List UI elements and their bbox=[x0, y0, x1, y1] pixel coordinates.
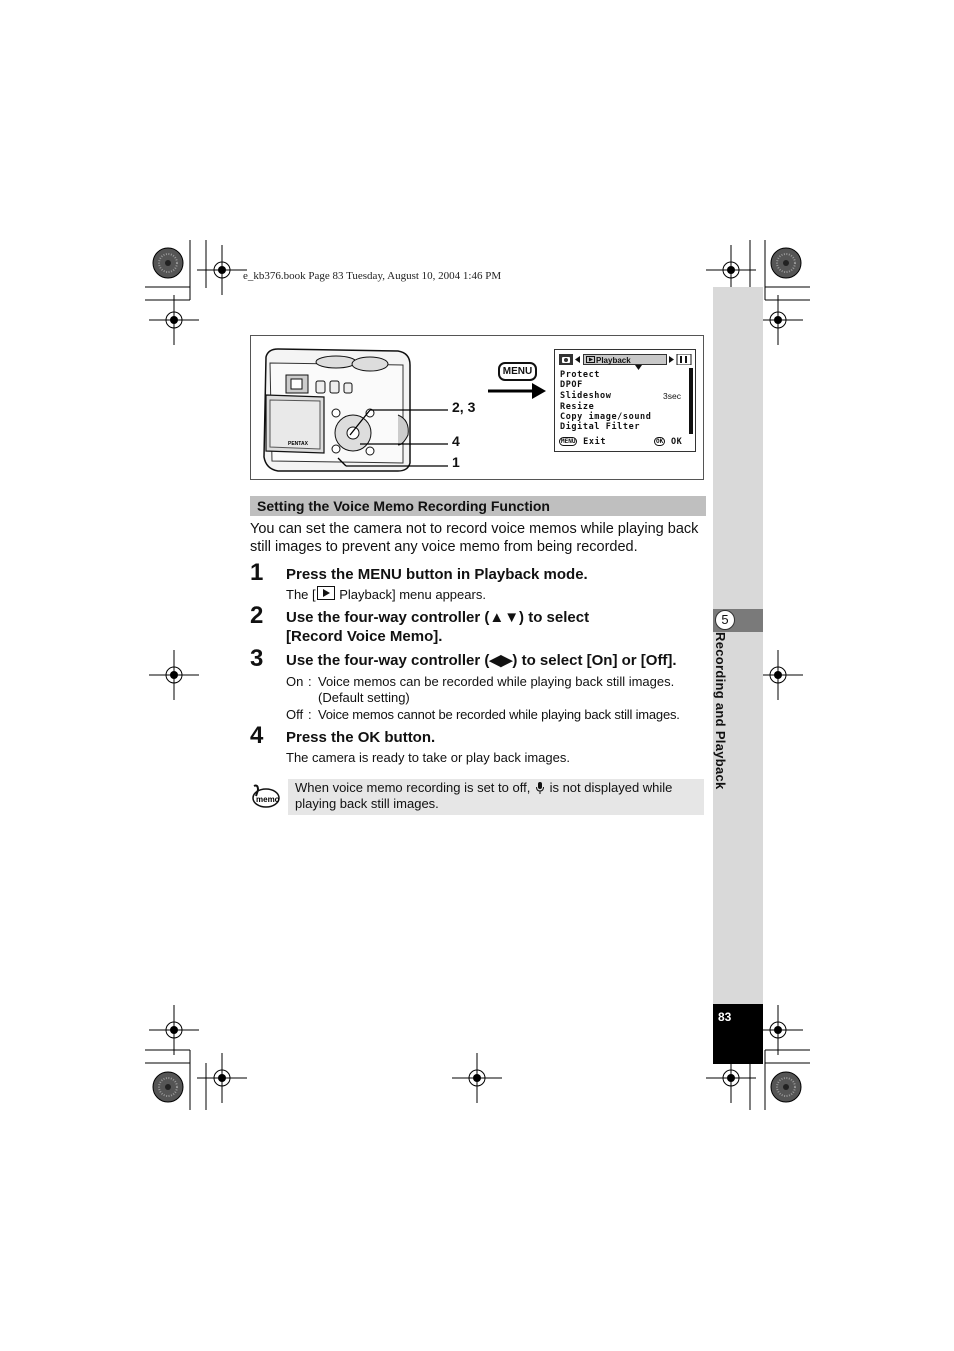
page-number: 83 bbox=[718, 1010, 732, 1024]
menu-footer-ok: OK OK bbox=[656, 437, 683, 447]
menu-button-icon: MENU bbox=[498, 362, 537, 381]
chapter-number: 5 bbox=[715, 610, 735, 630]
playback-menu-screen bbox=[554, 349, 696, 452]
option-off-key: Off bbox=[286, 707, 304, 722]
section-heading: Setting the Voice Memo Recording Function bbox=[250, 496, 706, 516]
step-4-number: 4 bbox=[250, 722, 264, 749]
step-1-title: Press the MENU button in Playback mode. bbox=[286, 566, 588, 583]
step-1-description: The [ Playback] menu appears. bbox=[286, 587, 486, 602]
intro-paragraph: You can set the camera not to record voice memos while playing back still images to prevent any voice memo from being recorded. bbox=[250, 521, 699, 555]
menu-item-resize: Resize bbox=[560, 402, 595, 412]
slideshow-value: 3sec bbox=[663, 391, 681, 401]
memo-note: When voice memo recording is set to off, is not displayed while playing back still images. bbox=[288, 779, 704, 815]
menu-item-dpof: DPOF bbox=[560, 380, 583, 390]
option-on-key: On bbox=[286, 674, 304, 689]
step-2-title-line1: Use the four-way controller (▲▼) to select bbox=[286, 609, 590, 626]
option-on-sep: : bbox=[308, 674, 312, 689]
step-1-number: 1 bbox=[250, 559, 264, 586]
step-2-title-line2: [Record Voice Memo]. bbox=[286, 628, 443, 645]
step-4-title: Press the OK button. bbox=[286, 729, 436, 746]
playback-icon bbox=[317, 586, 335, 600]
option-off-text: Voice memos cannot be recorded while playing back still images. bbox=[318, 707, 680, 722]
menu-item-protect: Protect bbox=[560, 370, 601, 380]
option-off-sep: : bbox=[308, 707, 312, 722]
callout-1: 1 bbox=[452, 454, 460, 470]
microphone-icon bbox=[536, 782, 544, 794]
callout-2-3: 2, 3 bbox=[452, 399, 476, 415]
menu-item-digital-filter: Digital Filter bbox=[560, 422, 641, 432]
step-4-description: The camera is ready to take or play back images. bbox=[286, 750, 570, 765]
svg-text:memo: memo bbox=[256, 795, 280, 804]
menu-item-slideshow: Slideshow bbox=[560, 391, 612, 401]
menu-item-copy-image-sound: Copy image/sound bbox=[560, 412, 652, 422]
book-header: e_kb376.book Page 83 Tuesday, August 10, 2004 1:46 PM bbox=[243, 270, 502, 282]
step-2-number: 2 bbox=[250, 602, 264, 629]
down-triangle-icon bbox=[635, 365, 642, 370]
svg-text:PENTAX: PENTAX bbox=[288, 441, 308, 447]
setup-tab-icon bbox=[668, 354, 692, 365]
menu-scrollbar bbox=[689, 368, 693, 434]
callout-4: 4 bbox=[452, 433, 460, 449]
right-arrow-icon bbox=[488, 382, 548, 400]
camera-tab-icon bbox=[559, 354, 581, 365]
chapter-title: Recording and Playback bbox=[713, 632, 728, 790]
option-on-text: Voice memos can be recorded while playing back still images. bbox=[318, 674, 675, 689]
ok-key-icon: OK bbox=[656, 438, 664, 445]
menu-key-icon: MENU bbox=[561, 438, 576, 445]
step-3-title: Use the four-way controller (◀▶) to select [On] or [Off]. bbox=[286, 652, 677, 669]
step-3-number: 3 bbox=[250, 645, 264, 672]
menu-footer-exit: MENU Exit bbox=[561, 437, 607, 447]
option-on-default: (Default setting) bbox=[318, 690, 410, 705]
memo-icon bbox=[250, 782, 280, 810]
play-icon bbox=[586, 356, 595, 363]
playback-tab: Playback bbox=[583, 354, 667, 365]
callout-lines bbox=[330, 400, 450, 470]
